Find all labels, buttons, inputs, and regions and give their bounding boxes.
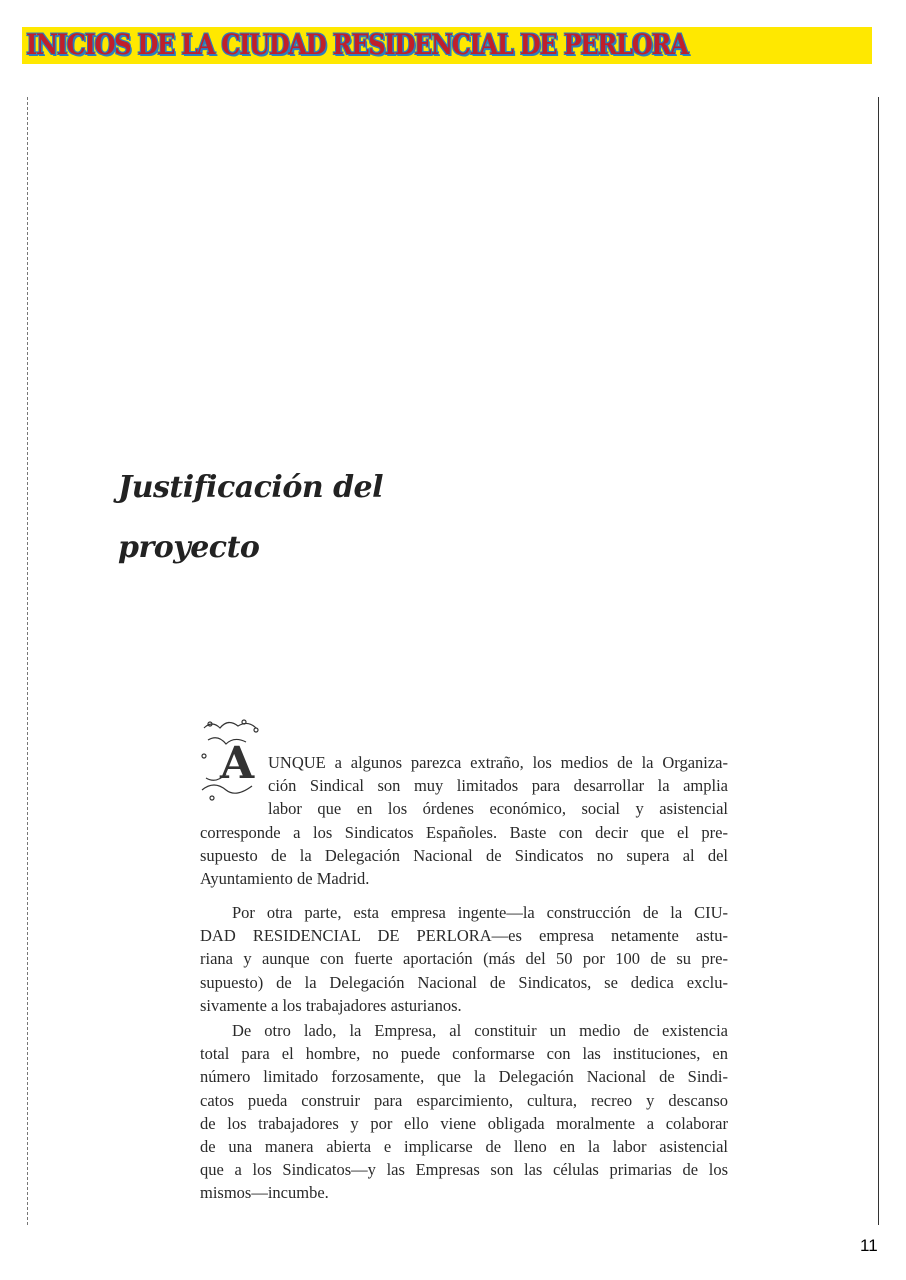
- paragraph-line: de los trabajadores y por ello viene obligada moralmente a colaborar: [200, 1113, 728, 1133]
- paragraph-line: que a los Sindicatos—y las Empresas son las células primarias de los: [200, 1160, 728, 1180]
- header-title: INICIOS DE LA CIUDAD RESIDENCIAL DE PERLORA: [26, 28, 688, 61]
- paragraph-line: sivamente a los trabajadores asturianos.: [200, 995, 462, 1015]
- article-heading-line2: proyecto: [118, 530, 260, 565]
- page-number: 11: [860, 1236, 878, 1255]
- paragraph-line: de una manera abierta e implicarse de lleno en la labor asistencial: [200, 1137, 728, 1156]
- paragraph-line: supuesto de la Delegación Nacional de Sindicatos no supera al del: [200, 845, 728, 865]
- paragraph-line: ción Sindical son muy limitados para desarrollar la amplia: [268, 776, 728, 796]
- left-dashed-border: [27, 97, 28, 1225]
- paragraph-line: DAD RESIDENCIAL DE PERLORA—es empresa netamente astu-: [200, 926, 728, 946]
- paragraph-line: labor que en los órdenes económico, social y asistencial: [268, 799, 728, 819]
- paragraph-line: catos pueda construir para esparcimiento, cultura, recreo y descanso: [200, 1090, 728, 1110]
- paragraph-line: UNQUE a algunos parezca extraño, los medios de la Organiza-: [268, 753, 728, 772]
- paragraph-line: Por otra parte, esta empresa ingente—la construcción de la CIU-: [232, 903, 728, 922]
- paragraph-line: De otro lado, la Empresa, al constituir un medio de existencia: [232, 1021, 728, 1040]
- paragraph-line: riana y aunque con fuerte aportación (más del 50 por 100 de su pre-: [200, 949, 728, 969]
- right-border: [878, 97, 879, 1225]
- header-banner: [22, 27, 872, 64]
- paragraph-line: total para el hombre, no puede conformarse con las instituciones, en: [200, 1044, 728, 1064]
- paragraph-line: supuesto) de la Delegación Nacional de Sindicatos, se dedica exclu-: [200, 972, 728, 992]
- ornamental-dropcap-icon: [198, 716, 264, 802]
- article-heading-line1: Justificación del: [118, 470, 384, 505]
- paragraph-line: mismos—incumbe.: [200, 1183, 329, 1203]
- paragraph-line: corresponde a los Sindicatos Españoles. Baste con decir que el pre-: [200, 822, 728, 842]
- paragraph-line: Ayuntamiento de Madrid.: [200, 869, 370, 888]
- paragraph-line: número limitado forzosamente, que la Delegación Nacional de Sindi-: [200, 1067, 728, 1087]
- svg-text:A: A: [220, 738, 255, 789]
